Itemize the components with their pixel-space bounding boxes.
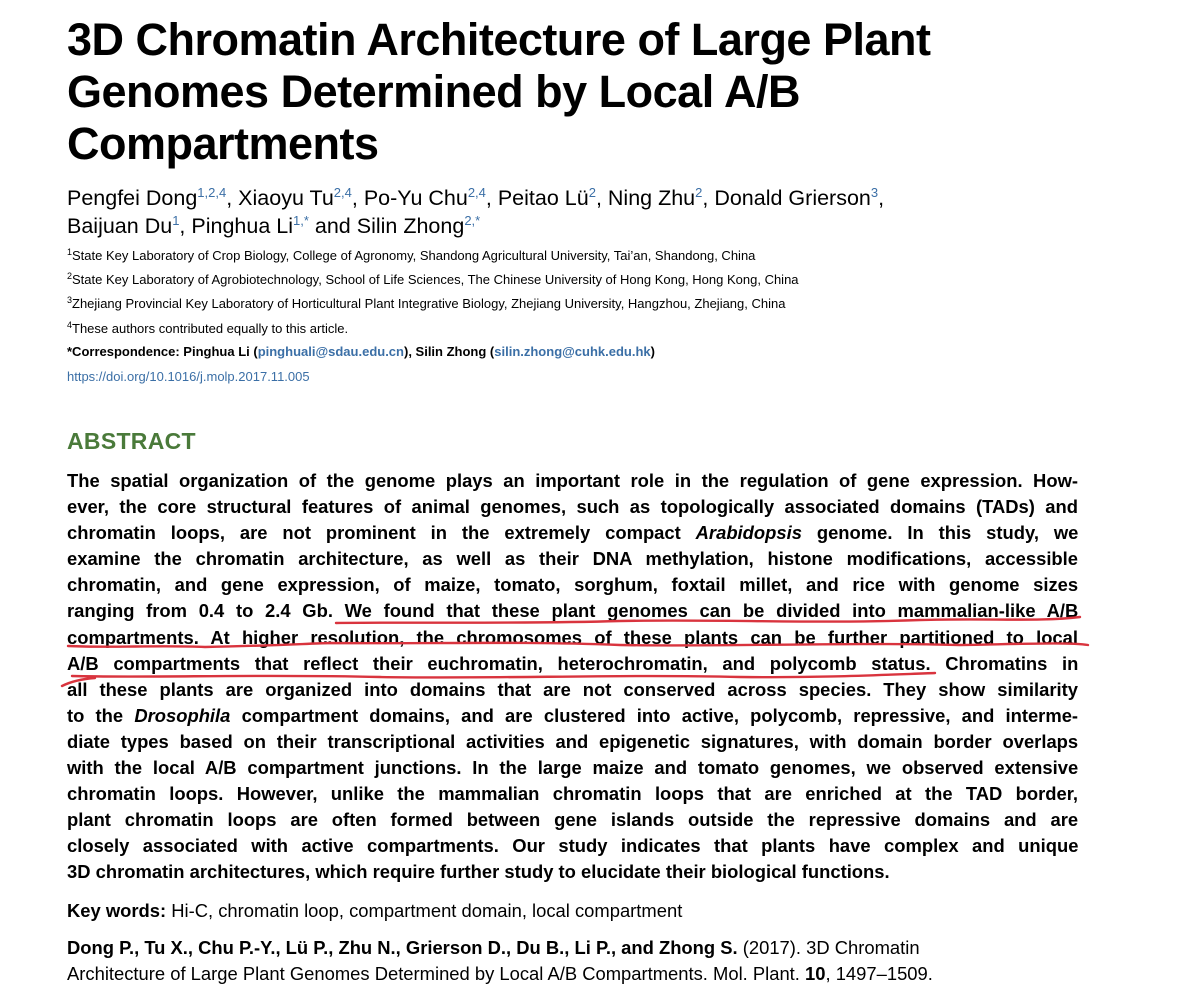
correspondence <box>67 344 655 359</box>
doi-link[interactable]: https://doi.org/10.1016/j.molp.2017.11.005 <box>67 369 310 384</box>
author-affil[interactable]: 1,2,4 <box>197 185 227 200</box>
abstract-text: compartment domains, and are clustered into active, polycomb, repressive, and interme- <box>230 704 1079 726</box>
separator: , <box>595 186 608 210</box>
author-affil[interactable]: 2 <box>695 185 703 200</box>
keywords <box>67 900 682 922</box>
title-line: Genomes Determined by Local A/B <box>67 66 801 117</box>
author-affil[interactable]: 2,* <box>464 213 481 228</box>
affiliation-number: 1 <box>67 247 73 257</box>
author: Donald Grierson <box>714 186 871 210</box>
citation-text: Architecture of Large Plant Genomes Determined by Local A/B Compartments. Mol. Plant. <box>67 963 806 984</box>
correspondence-label: *Correspondence: Pinghua Li ( <box>67 344 258 359</box>
title-line: 3D Chromatin Architecture of Large Plant <box>67 14 931 65</box>
separator: , <box>878 186 885 210</box>
abstract-line: chromatin, and gene expression, of maize, tomato, sorghum, foxtail millet, and rice with genome sizes <box>67 574 1079 596</box>
separator: and <box>308 214 357 238</box>
separator: , <box>351 186 364 210</box>
affiliation-number: 2 <box>67 271 73 281</box>
separator: , <box>702 186 715 210</box>
title-line: Compartments <box>67 118 379 169</box>
separator: , <box>226 186 239 210</box>
affiliation-4 <box>67 320 348 338</box>
author-affil[interactable]: 2,4 <box>467 185 486 200</box>
affiliation-text: State Key Laboratory of Crop Biology, College of Agronomy, Shandong Agricultural University, Tai’an, Shandong, China <box>72 248 756 263</box>
email-link[interactable]: silin.zhong@cuhk.edu.hk <box>494 344 651 359</box>
author-affil[interactable]: 1 <box>172 213 180 228</box>
paper-title <box>67 14 1147 170</box>
author-list <box>67 184 1167 240</box>
abstract-line: compartments. At higher resolution, the chromosomes of these plants can be further partitioned to local <box>67 626 1078 648</box>
author: Ning Zhu <box>607 186 696 210</box>
italic-term: Drosophila <box>134 704 231 726</box>
abstract-line: 3D chromatin architectures, which require further study to elucidate their biological functions. <box>67 861 890 883</box>
italic-term: Arabidopsis <box>695 522 802 544</box>
abstract-line: The spatial organization of the genome plays an important role in the regulation of gene expression. How- <box>67 470 1078 491</box>
correspondence-text: ), Silin Zhong ( <box>403 344 495 359</box>
abstract-line: plant chromatin loops are often formed between gene islands outside the repressive domains and are <box>67 809 1079 831</box>
keywords-text: Hi-C, chromatin loop, compartment domain, local compartment <box>166 900 683 921</box>
abstract-line: A/B compartments that reflect their euchromatin, heterochromatin, and polycomb status. Chromatins in <box>67 652 1079 674</box>
abstract-line: ever, the core structural features of animal genomes, such as topologically associated domains (TADs) and <box>67 496 1078 518</box>
affiliation-3 <box>67 295 785 313</box>
author-affil[interactable]: 2 <box>588 185 596 200</box>
abstract-line: chromatin loops. However, unlike the mammalian chromatin loops that are enriched at the TAD border, <box>67 783 1078 805</box>
affiliation-text: These authors contributed equally to this article. <box>72 321 349 336</box>
author: Pengfei Dong <box>67 186 198 210</box>
correspondence-text: ) <box>650 344 655 359</box>
abstract-line: closely associated with active compartments. Our study indicates that plants have complex and unique <box>67 835 1079 857</box>
abstract-text: to the <box>67 704 135 726</box>
citation-pages: , 1497–1509. <box>825 963 933 984</box>
affiliation-1 <box>67 247 755 265</box>
abstract-line: ranging from 0.4 to 2.4 Gb. We found that these plant genomes can be divided into mammalian-like A/B <box>67 600 1079 622</box>
citation-volume: 10 <box>805 963 826 984</box>
abstract-line: with the local A/B compartment junctions. In the large maize and tomato genomes, we observed extensive <box>67 757 1079 779</box>
abstract-heading: ABSTRACT <box>67 428 196 454</box>
author: Baijuan Du <box>67 214 173 238</box>
abstract-line: diate types based on their transcriptional activities and epigenetic signatures, with domain border overlaps <box>67 730 1079 752</box>
author: Xiaoyu Tu <box>238 186 334 210</box>
affiliation-text: State Key Laboratory of Agrobiotechnology, School of Life Sciences, The Chinese University of Hong Kong, Hong Kong, China <box>72 272 799 287</box>
abstract-body <box>67 468 1078 886</box>
author: Pinghua Li <box>191 214 293 238</box>
keywords-label: Key words: <box>67 900 167 921</box>
author-affil[interactable]: 3 <box>870 185 879 200</box>
abstract-text: genome. In this study, we <box>801 522 1079 544</box>
affiliation-number: 3 <box>67 295 73 305</box>
author: Po-Yu Chu <box>363 186 468 210</box>
affiliation-2 <box>67 271 799 289</box>
affiliation-number: 4 <box>67 320 73 330</box>
abstract-line: all these plants are organized into domains that are not conserved across species. They show similarity <box>67 678 1078 700</box>
affiliation-text: Zhejiang Provincial Key Laboratory of Horticultural Plant Integrative Biology, Zhejiang University, Hangzhou, Zhejiang, China <box>72 296 786 311</box>
author: Peitao Lü <box>497 186 589 210</box>
citation <box>67 935 1167 987</box>
separator: , <box>485 186 498 210</box>
author-affil[interactable]: 1,* <box>293 213 309 228</box>
abstract-line <box>67 703 1078 729</box>
author-affil[interactable]: 2,4 <box>333 185 352 200</box>
author: Silin Zhong <box>356 214 465 238</box>
citation-authors: Dong P., Tu X., Chu P.-Y., Lü P., Zhu N., Grierson D., Du B., Li P., and Zhong S. <box>67 937 738 958</box>
abstract-line: examine the chromatin architecture, as well as their DNA methylation, histone modifications, accessible <box>67 548 1078 570</box>
separator: , <box>179 214 192 238</box>
abstract-line <box>67 520 1078 546</box>
email-link[interactable]: pinghuali@sdau.edu.cn <box>257 344 404 359</box>
citation-text: (2017). 3D Chromatin <box>737 937 920 958</box>
abstract-text: chromatin loops, are not prominent in the extremely compact <box>67 522 696 544</box>
